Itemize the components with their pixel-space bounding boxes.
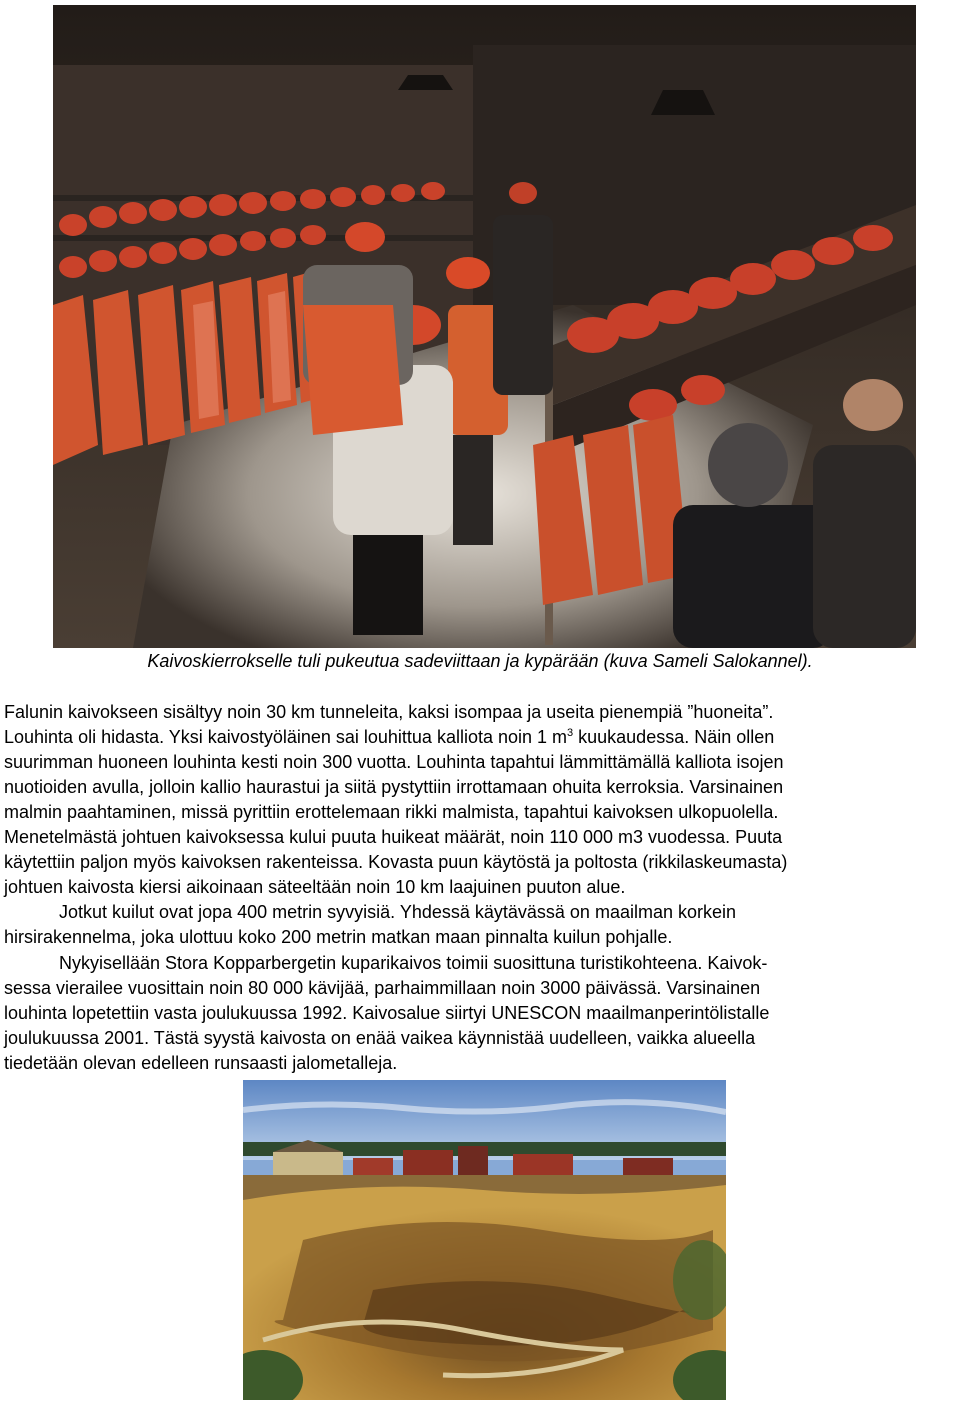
changing-room-illustration [53, 5, 916, 648]
text-line: Falunin kaivokseen sisältyy noin 30 km tunneleita, kaksi isompaa ja useita pienempiä ”huoneita”. [4, 702, 774, 722]
text-line: Menetelmästä johtuen kaivoksessa kului puuta huikeat määrät, noin 110 000 m3 vuodessa. Puuta [4, 827, 783, 847]
text-line: suurimman huoneen louhinta kesti noin 300 vuotta. Louhinta tapahtui lämmittämällä kalliota isojen [4, 752, 784, 772]
text-line: louhinta lopetettiin vasta joulukuussa 1992. Kaivosalue siirtyi UNESCON maailmanperintölistalle [4, 1003, 770, 1023]
text-line: Louhinta oli hidasta. Yksi kaivostyöläinen sai louhittua kalliota noin 1 $m^3$ kuukaudessa. Näin ollen [4, 727, 775, 747]
mine-changing-room-photo [53, 5, 916, 648]
text-line: Jotkut kuilut ovat jopa 400 metrin syvyisiä. Yhdessä käytävässä on maailman korkein [59, 902, 737, 922]
photo-caption: Kaivoskierrokselle tuli pukeutua sadeviittaan ja kypärään (kuva Sameli Salokannel). [147, 651, 813, 671]
text-line: hirsirakennelma, joka ulottuu koko 200 metrin matkan maan pinnalta kuilun pohjalle. [4, 927, 673, 947]
text-line: sessa vierailee vuosittain noin 80 000 kävijää, parhaimmillaan noin 3000 päivässä. Varsinainen [4, 978, 761, 998]
text-line: joulukuussa 2001. Tästä syystä kaivosta on enää vaikea käynnistää uudelleen, vaikka alueella [4, 1028, 756, 1048]
text-line: malmin paahtaminen, missä pyrittiin erottelemaan rikki malmista, tapahtui kaivoksen ulkopuolella. [4, 802, 779, 822]
text-line: Nykyisellään Stora Kopparbergetin kuparikaivos toimii suosittuna turistikohteena. Kaivok- [59, 953, 768, 973]
text-line: tiedetään olevan edelleen runsaasti jalometalleja. [4, 1053, 398, 1073]
text-line: johtuen kaivosta kiersi aikoinaan säteeltään noin 10 km laajuinen puuton alue. [4, 877, 626, 897]
open-pit-illustration [243, 1080, 726, 1400]
open-pit-mine-photo [243, 1080, 726, 1400]
text-line: nuotioiden avulla, jolloin kallio haurastui ja siitä pystyttiin irrottamaan ohuita kerroksia. Varsinainen [4, 777, 784, 797]
text-line: käytettiin paljon myös kaivoksen rakenteissa. Kovasta puun käytöstä ja poltosta (rikkilaskeumasta) [4, 852, 788, 872]
superscript-3: 3 [567, 727, 574, 739]
